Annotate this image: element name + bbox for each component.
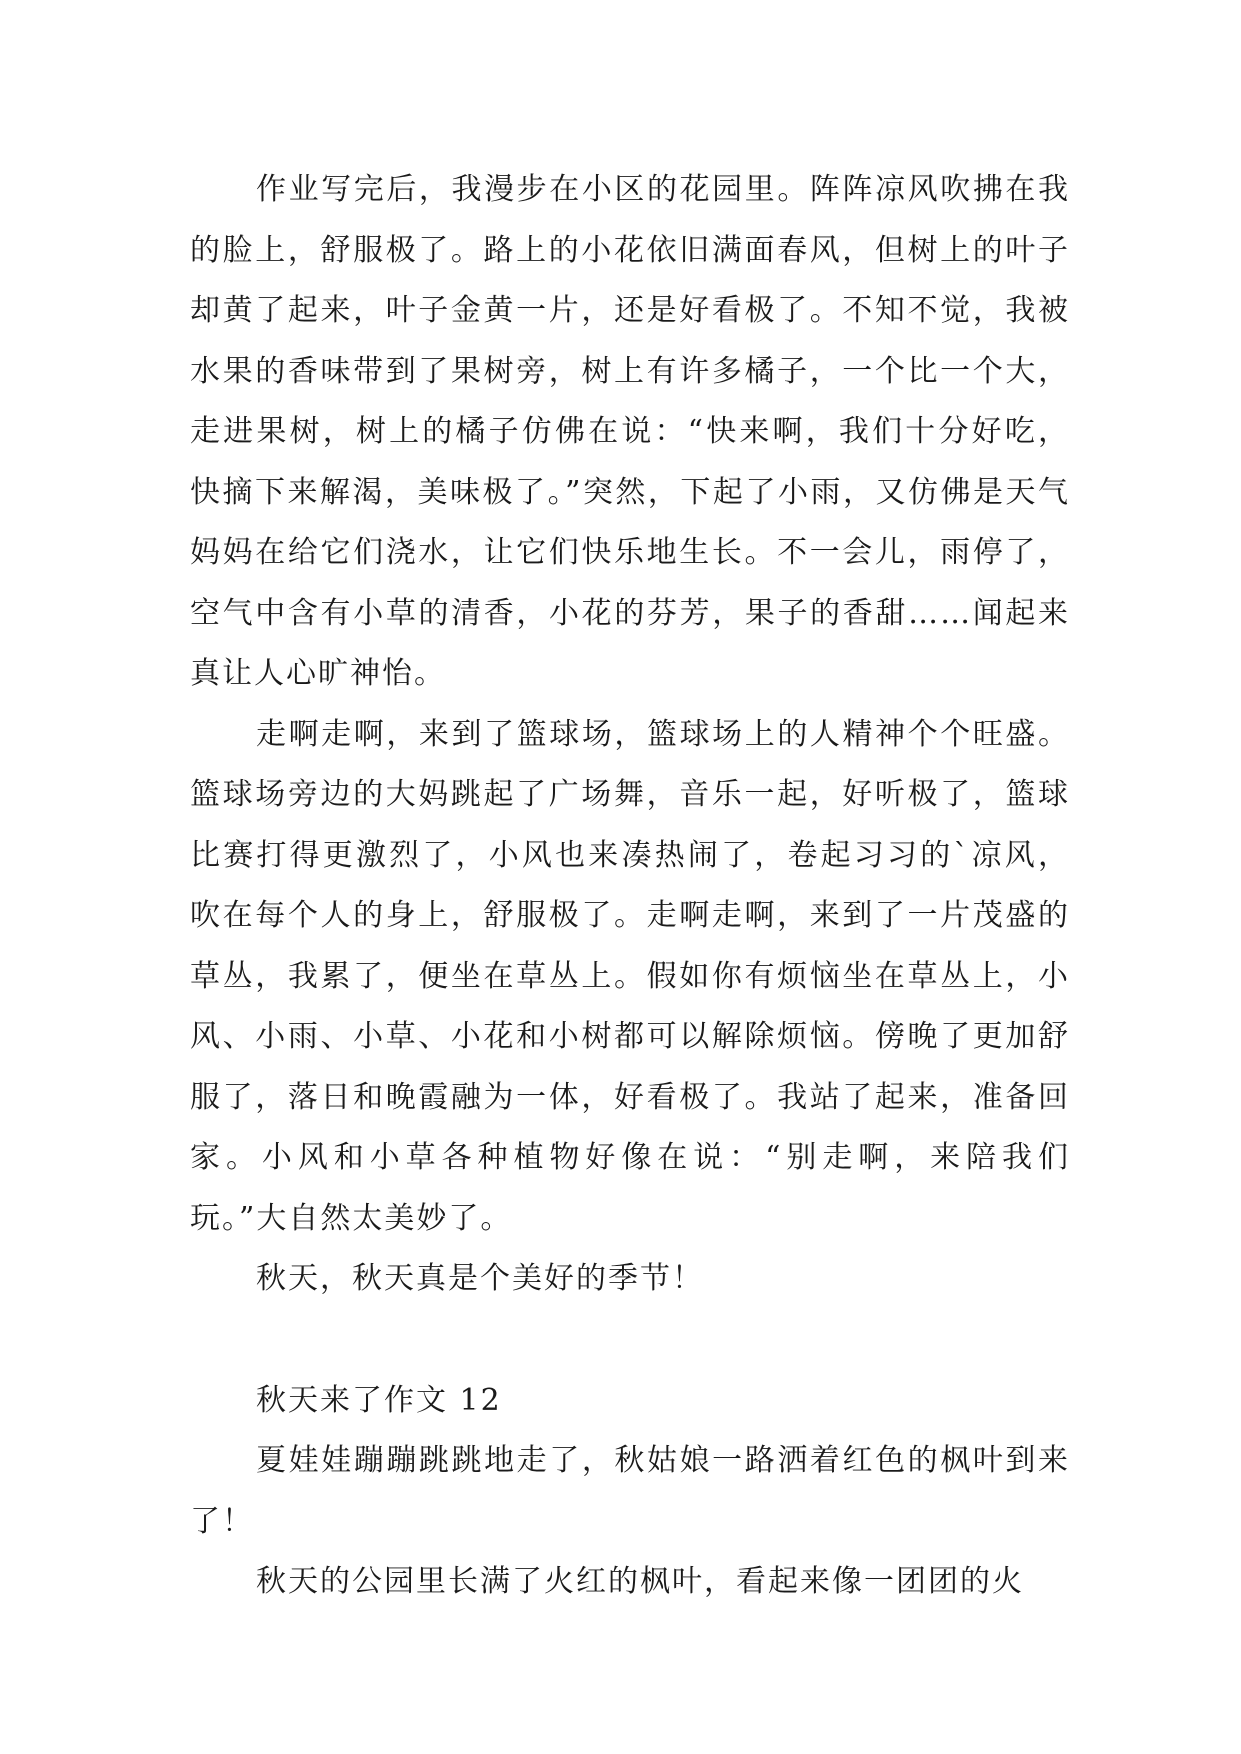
document-body: [190, 160, 1070, 1613]
paragraph-park-maple: 秋天的公园里长满了火红的枫叶，看起来像一团团的火: [256, 1564, 1024, 1599]
paragraph-garden-walk: 作业写完后，我漫步在小区的花园里。阵阵凉风吹拂在我的脸上，舒服极了。路上的小花依旧满面春风，但树上的叶子却黄了起来，叶子金黄一片，还是好看极了。不知不觉，我被水果的香味带到了果树旁，树上有许多橘子，一个比一个大，走进果树，树上的橘子仿佛在说：“快来啊，我们十分好吃，快摘下来解渴，美味极了。”突然，下起了小雨，又仿佛是天气妈妈在给它们浇水，让它们快乐地生长。不一会儿，雨停了，空气中含有小草的清香，小花的芬芳，果子的香甜……闻起来真让人心旷神怡。: [190, 172, 1070, 691]
paragraph-basketball-court: 走啊走啊，来到了篮球场，篮球场上的人精神个个旺盛。篮球场旁边的大妈跳起了广场舞，音乐一起，好听极了，篮球比赛打得更激烈了，小风也来凑热闹了，卷起习习的`凉风，吹在每个人的身上，舒服极了。走啊走啊，来到了一片茂盛的草丛，我累了，便坐在草丛上。假如你有烦恼坐在草丛上，小风、小雨、小草、小花和小树都可以解除烦恼。傍晚了更加舒服了，落日和晚霞融为一体，好看极了。我站了起来，准备回家。小风和小草各种植物好像在说：“别走啊，来陪我们玩。”大自然太美妙了。: [190, 716, 1070, 1236]
paragraph-autumn-conclusion: 秋天，秋天真是个美好的季节！: [256, 1261, 704, 1296]
section-spacer: [190, 1310, 1070, 1371]
section-title: 秋天来了作文 12: [256, 1382, 502, 1418]
paragraph-autumn-arrives: 夏娃娃蹦蹦跳跳地走了，秋姑娘一路洒着红色的枫叶到来了！: [190, 1443, 1070, 1539]
